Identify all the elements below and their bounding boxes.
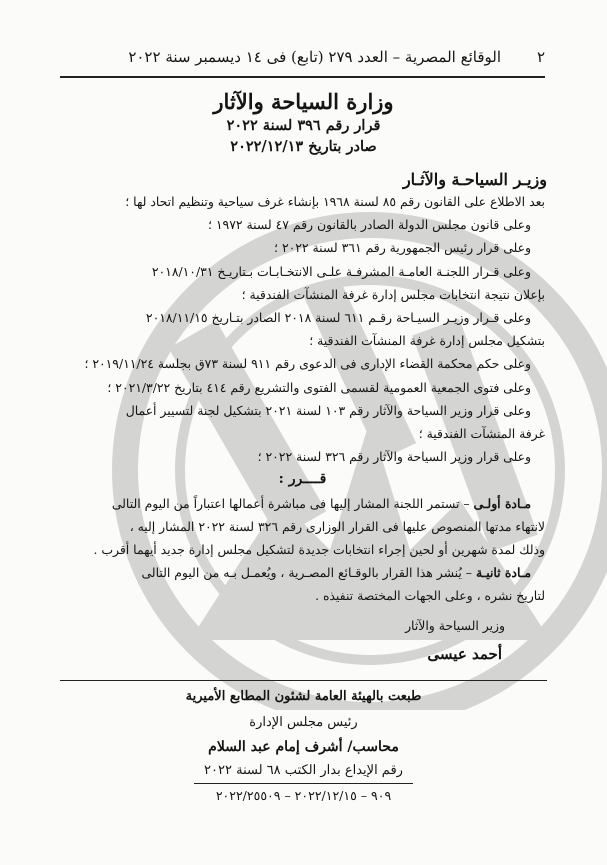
header-title: الوقائع المصرية – العدد ٢٧٩ (تابع) فى ١٤ ديسمبر سنة ٢٠٢٢ (128, 48, 501, 66)
body-line: وعلى قانون مجلس الدولة الصادر بالقانون رقم ٤٧ لسنة ١٩٧٢ ؛ (208, 217, 531, 233)
decree-titles (0, 88, 607, 158)
body-line: غرفة المنشآت الفندقية ؛ (418, 426, 545, 442)
article-1-line: لانتهاء مدتها المنصوص عليها فى القرار الوزارى رقم ٣٢٦ لسنة ٢٠٢٢ المشار إليه ، (129, 518, 545, 534)
body-line: وعلى قرار رئيس الجمهورية رقم ٣٦١ لسنة ٢٠٢٢ ؛ (274, 240, 531, 256)
article-1 (60, 492, 545, 515)
article-2-line: لتاريخ نشره ، وعلى الجهات المختصة تنفيذه . (315, 588, 545, 604)
minister-heading: وزيـر السياحـة والآثـار (402, 170, 547, 189)
signature-name: أحمد عيسى (427, 645, 502, 663)
chairman-name: محاسب/ أشرف إمام عبد السلام (208, 739, 399, 755)
page-header (60, 44, 545, 70)
article-1-label: مـادة أولـى (473, 495, 531, 511)
decides-heading: قــــرر : (278, 471, 327, 488)
body-line: وعلى حكم محكمة القضاء الإدارى فى الدعوى رقم ٩١١ لسنة ٧٣ق بجلسة ٢٠١٩/١١/٢٤ ؛ (84, 356, 531, 372)
chairman-title: رئيس مجلس الإدارة (249, 715, 358, 730)
article-2 (60, 561, 545, 584)
signature-title: وزير السياحة والآثار (405, 618, 505, 633)
decree-body (60, 190, 545, 608)
deposit-number: رقم الإيداع بدار الكتب ٦٨ لسنة ٢٠٢٢ (194, 759, 413, 784)
ministry-title: وزارة السياحة والآثار (213, 89, 394, 114)
body-line: وعلى قـرار وزيـر السيـاحة رقـم ٦١١ لسنة ٢٠١٨ الصادر بتـاريخ ٢٠١٨/١١/١٥ (145, 310, 531, 326)
body-line: وعلى قرار وزير السياحة والآثار رقم ٣٢٦ لسنة ٢٠٢٢ ؛ (257, 449, 531, 465)
article-2-text: – يُنشر هذا القرار بالوقـائع المصـرية ، ويُعمـل بـه من اليوم التالى (141, 565, 476, 581)
body-line: وعلى قرار وزير السياحة والآثار رقم ١٠٣ لسنة ٢٠٢١ بتشكيل لجنة لتسيير أعمال (125, 402, 531, 418)
printed-by: طبعت بالهيئة العامة لشئون المطابع الأميرية (185, 689, 422, 704)
article-1-text: – تستمر اللجنة المشار إليها فى مباشرة أعمالها اعتباراً من اليوم التالى (111, 495, 474, 511)
body-line: بإعلان نتيجة انتخابات مجلس إدارة غرفة المنشآت الفندقية ؛ (241, 286, 545, 302)
body-line: بتشكيل مجلس إدارة غرفة المنشآت الفندقية ؛ (309, 333, 545, 349)
article-2-label: مـادة ثانيـة (475, 565, 531, 581)
body-line: وعلى فتوى الجمعية العمومية لقسمى الفتوى والتشريع رقم ٤١٤ بتاريخ ٢٠٢١/٣/٢٢ ؛ (107, 379, 531, 395)
article-1-line: وذلك لمدة شهرين أو لحين إجراء انتخابات جديدة لتشكيل مجلس إدارة جديد أيهما أقرب . (93, 542, 545, 558)
body-line: بعد الاطلاع على القانون رقم ٨٥ لسنة ١٩٦٨ بإنشاء غرف سياحية وتنظيم اتحاد لها ؛ (125, 194, 545, 209)
decree-date: صادر بتاريخ ٢٠٢٢/١٢/١٣ (230, 138, 377, 155)
footer-rule (60, 680, 547, 681)
printer-footer (60, 686, 547, 808)
header-rule (60, 76, 545, 78)
print-code: ٩٠٩ – ٢٠٢٢/١٢/١٥ – ٢٠٢٢/٢٥٥٠٩ (215, 788, 392, 803)
decree-number: قرار رقم ٣٩٦ لسنة ٢٠٢٢ (226, 117, 381, 134)
body-line: وعلى قـرار اللجنـة العامـة المشرفـة علـى الانتخـابـات بـتاريـخ ٢٠١٨/١٠/٣١ (151, 263, 531, 279)
page-number: ٢ (536, 48, 545, 66)
